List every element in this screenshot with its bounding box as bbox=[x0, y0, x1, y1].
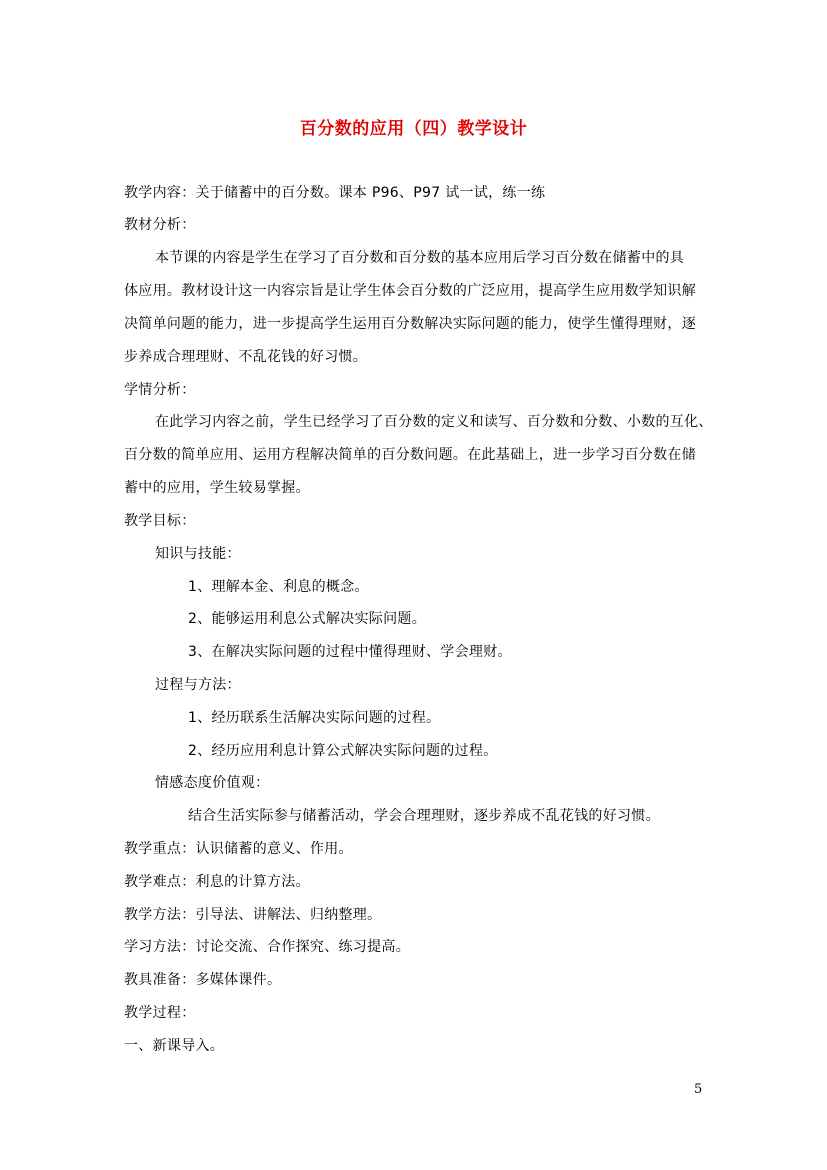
text-line: 教学难点：利息的计算方法。 bbox=[124, 874, 310, 890]
section-heading: 教材分析： bbox=[124, 217, 196, 233]
text-line: 教学方法：引导法、讲解法、归纳整理。 bbox=[124, 907, 382, 923]
text-line: 体应用。教材设计这一内容宗旨是让学生体会百分数的广泛应用，提高学生应用数学知识解 bbox=[124, 283, 696, 299]
text-line: 蓄中的应用，学生较易掌握。 bbox=[124, 480, 310, 496]
subsection-heading: 过程与方法： bbox=[155, 677, 241, 693]
page-title: 百分数的应用（四）教学设计 bbox=[299, 119, 528, 139]
text-line: 教学重点：认识储蓄的意义、作用。 bbox=[124, 841, 353, 857]
text-line: 结合生活实际参与储蓄活动，学会合理理财，逐步养成不乱花钱的好习惯。 bbox=[188, 808, 660, 824]
page-number: 5 bbox=[694, 1082, 703, 1097]
section-heading: 一、新课导入。 bbox=[124, 1038, 225, 1054]
text-line: 在此学习内容之前，学生已经学习了百分数的定义和读写、百分数和分数、小数的互化、 bbox=[155, 414, 713, 430]
list-item: 2、能够运用利息公式解决实际问题。 bbox=[188, 611, 427, 627]
section-heading: 教学过程： bbox=[124, 1005, 196, 1021]
list-item: 2、经历应用利息计算公式解决实际问题的过程。 bbox=[188, 743, 498, 759]
text-line: 教具准备：多媒体课件。 bbox=[124, 972, 282, 988]
subsection-heading: 情感态度价值观： bbox=[155, 775, 270, 791]
section-heading: 教学目标： bbox=[124, 513, 196, 529]
text-line: 学习方法：讨论交流、合作探究、练习提高。 bbox=[124, 939, 410, 955]
text-line: 百分数的简单应用、运用方程解决简单的百分数问题。在此基础上，进一步学习百分数在储 bbox=[124, 447, 696, 463]
subsection-heading: 知识与技能： bbox=[155, 546, 241, 562]
list-item: 1、经历联系生活解决实际问题的过程。 bbox=[188, 710, 441, 726]
list-item: 3、在解决实际问题的过程中懂得理财、学会理财。 bbox=[188, 644, 512, 660]
text-line: 本节课的内容是学生在学习了百分数和百分数的基本应用后学习百分数在储蓄中的具 bbox=[155, 250, 685, 266]
list-item: 1、理解本金、利息的概念。 bbox=[188, 579, 369, 595]
section-heading: 学情分析： bbox=[124, 382, 196, 398]
text-line: 决简单问题的能力，进一步提高学生运用百分数解决实际问题的能力，使学生懂得理财，逐 bbox=[124, 316, 696, 332]
text-line: 步养成合理理财、不乱花钱的好习惯。 bbox=[124, 349, 368, 365]
text-line: 教学内容：关于储蓄中的百分数。课本 P96、P97 试一试，练一练 bbox=[124, 185, 546, 201]
